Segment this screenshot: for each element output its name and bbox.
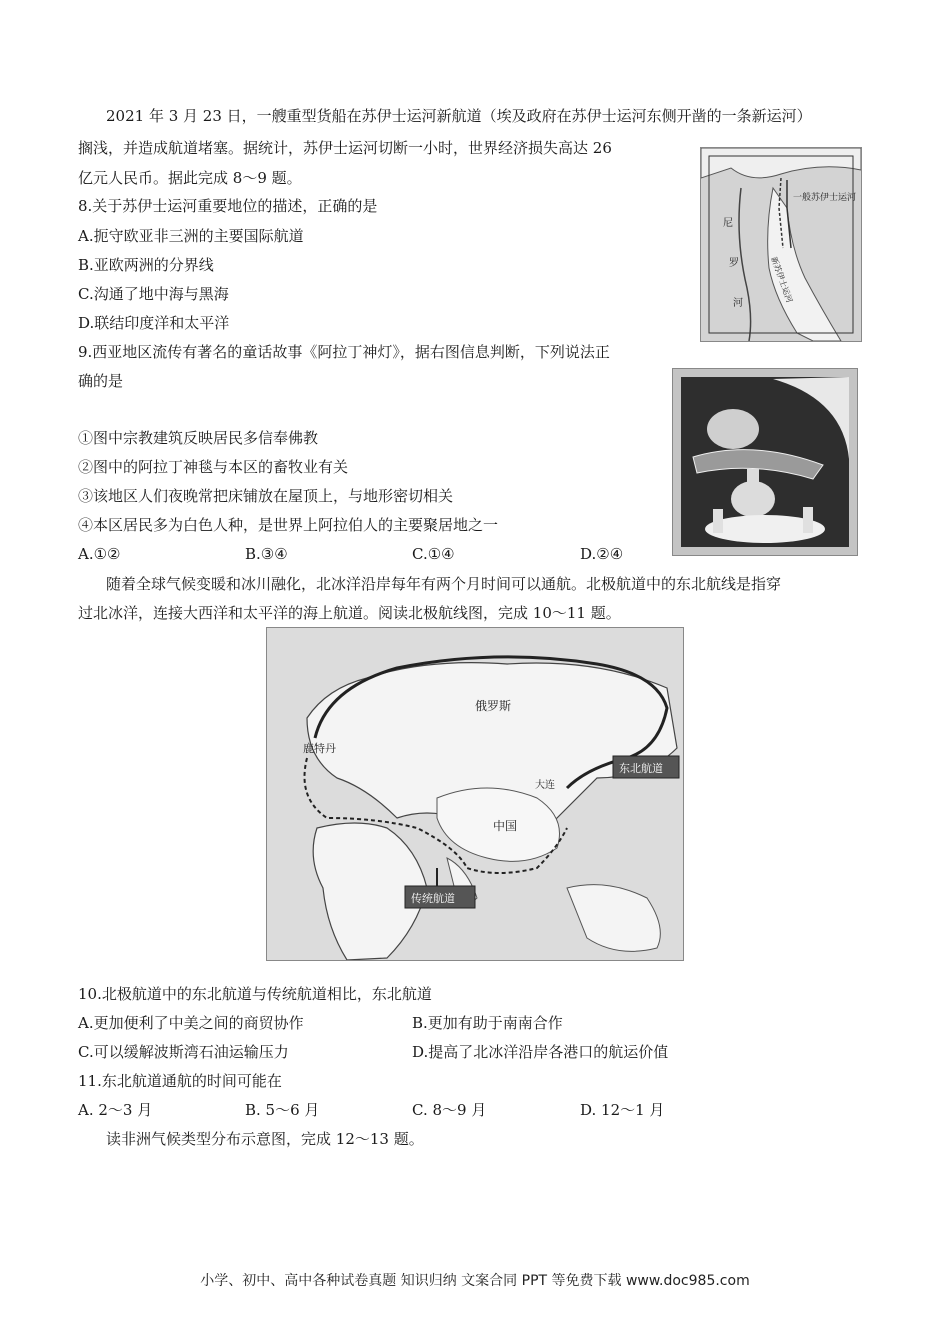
canal-label: 一般苏伊士运河 <box>793 193 857 203</box>
q10-option-b: B.更加有助于南南合作 <box>412 1014 563 1032</box>
q11-option-b: B. 5～6 月 <box>245 1101 320 1119</box>
intro-line-3: 亿元人民币。据此完成 8～9 题。 <box>78 169 302 187</box>
q9-statement-1: ①图中宗教建筑反映居民多信奉佛教 <box>78 429 319 447</box>
page-footer: 小学、初中、高中各种试卷真题 知识归纳 文案合同 PPT 等免费下载 www.doc985.com <box>200 1273 750 1289</box>
label-china: 中国 <box>493 819 518 833</box>
q9-option-d: D.②④ <box>580 545 624 563</box>
q11-stem: 11.东北航道通航的时间可能在 <box>78 1072 282 1090</box>
aladdin-illustration <box>672 368 858 556</box>
q8-option-a: A.扼守欧亚非三洲的主要国际航道 <box>78 227 304 245</box>
label-dalian: 大连 <box>535 780 555 791</box>
passage-line-2: 过北冰洋，连接大西洋和太平洋的海上航道。阅读北极航线图，完成 10～11 题。 <box>78 604 621 622</box>
label-northeast-route: 东北航道 <box>619 762 663 775</box>
q8-option-c: C.沟通了地中海与黑海 <box>78 285 229 303</box>
q9-option-a: A.①② <box>78 545 121 563</box>
q9-statement-4: ④本区居民多为白色人种，是世界上阿拉伯人的主要聚居地之一 <box>78 516 499 534</box>
label-russia: 俄罗斯 <box>475 699 512 713</box>
q11-option-c: C. 8～9 月 <box>412 1101 487 1119</box>
q8-option-b: B.亚欧两洲的分界线 <box>78 256 214 274</box>
q9-statement-3: ③该地区人们夜晚常把床铺放在屋顶上，与地形密切相关 <box>78 487 454 505</box>
q11-option-d: D. 12～1 月 <box>580 1101 665 1119</box>
label-rotterdam: 鹿特丹 <box>303 742 336 755</box>
q8-stem: 8.关于苏伊士运河重要地位的描述，正确的是 <box>78 197 378 215</box>
q12-intro: 读非洲气候类型分布示意图，完成 12～13 题。 <box>106 1130 424 1148</box>
suez-canal-map <box>700 147 862 342</box>
passage-line-1: 随着全球气候变暖和冰川融化，北冰洋沿岸每年有两个月时间可以通航。北极航道中的东北航线是指穿 <box>106 575 782 593</box>
new-canal-label: 新苏伊士运河 <box>769 255 794 304</box>
q10-option-d: D.提高了北冰洋沿岸各港口的航运价值 <box>412 1043 669 1061</box>
q11-option-a: A. 2～3 月 <box>78 1101 153 1119</box>
intro-line-2: 搁浅，并造成航道堵塞。据统计，苏伊士运河切断一小时，世界经济损失高达 26 <box>78 139 612 157</box>
q10-option-c: C.可以缓解波斯湾石油运输压力 <box>78 1043 289 1061</box>
arctic-route-map <box>266 627 684 961</box>
nile-char-3: 河 <box>733 298 743 309</box>
q10-option-a: A.更加便利了中美之间的商贸协作 <box>78 1014 304 1032</box>
q9-option-c: C.①④ <box>412 545 455 563</box>
q9-option-b: B.③④ <box>245 545 288 563</box>
nile-char-1: 尼 <box>723 218 733 229</box>
nile-char-2: 罗 <box>729 258 739 269</box>
q9-stem-line-2: 确的是 <box>78 372 124 390</box>
q10-stem: 10.北极航道中的东北航道与传统航道相比，东北航道 <box>78 985 432 1003</box>
label-traditional-route: 传统航道 <box>411 892 455 905</box>
q8-option-d: D.联结印度洋和太平洋 <box>78 314 230 332</box>
q9-statement-2: ②图中的阿拉丁神毯与本区的畜牧业有关 <box>78 458 349 476</box>
q9-stem-line-1: 9.西亚地区流传有著名的童话故事《阿拉丁神灯》，据右图信息判断，下列说法正 <box>78 343 610 361</box>
intro-line-1: 2021 年 3 月 23 日，一艘重型货船在苏伊士运河新航道（埃及政府在苏伊士运河东侧开凿的一条新运河） <box>106 107 812 125</box>
